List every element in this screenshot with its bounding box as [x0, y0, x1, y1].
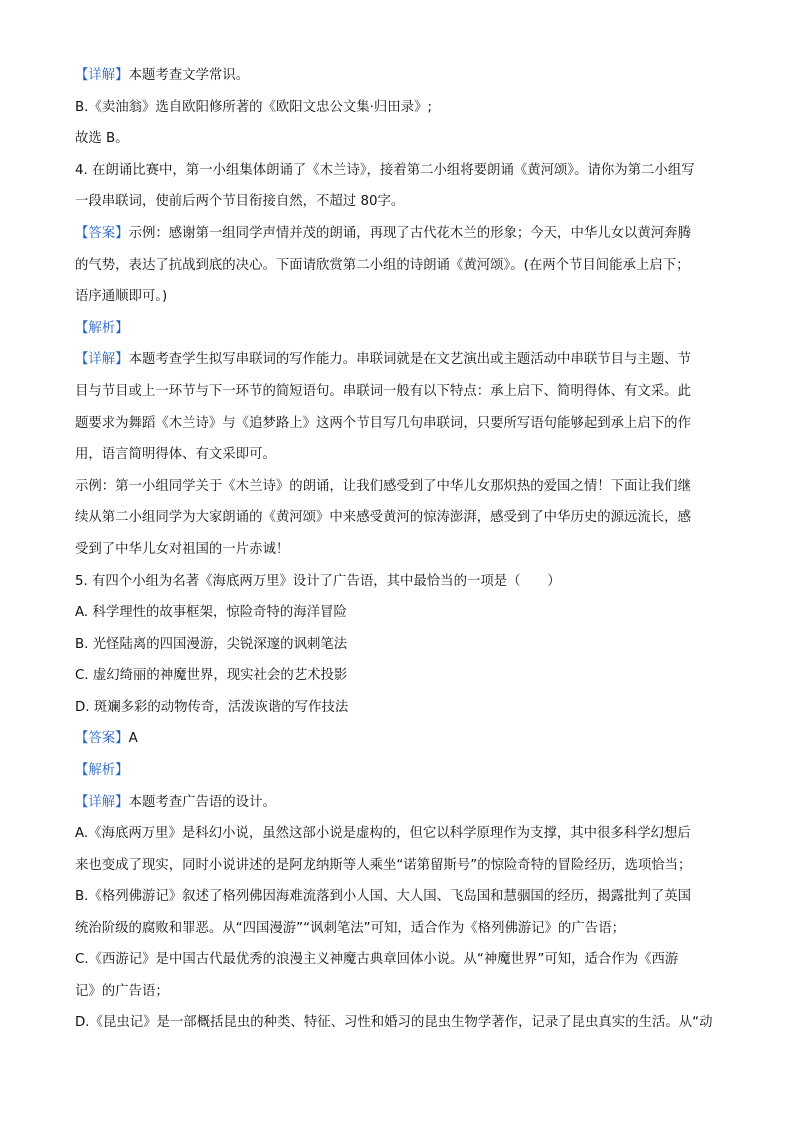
line-text: 题要求为舞蹈《木兰诗》与《追梦路上》这两个节目写几句串联词，只要所写语句能够起到承上启下的作 — [75, 416, 691, 431]
text-line — [75, 698, 725, 718]
line-text: D. 斑斓多彩的动物传奇，活泼诙谐的写作技法 — [75, 700, 349, 715]
line-text: C.《西游记》是中国古代最优秀的浪漫主义神魔古典章回体小说。从“神魔世界”可知，适合作为《西游 — [75, 952, 679, 967]
text-line — [75, 887, 725, 907]
text-line — [75, 982, 725, 1002]
text-line — [75, 666, 725, 686]
line-text: 统治阶级的腐败和罪恶。从“四国漫游”“讽刺笔法”可知，适合作为《格列佛游记》的广告语； — [75, 921, 625, 936]
text-line — [75, 445, 725, 465]
section-tag: 【解析】 — [75, 763, 129, 778]
line-text: B.《卖油翁》选自欧阳修所著的《欧阳文忠公文集·归田录》; — [75, 100, 432, 115]
section-tag: 【答案】 — [75, 731, 129, 746]
line-text: 本题考查学生拟写串联词的写作能力。串联词就是在文艺演出或主题活动中串联节目与主题、节 — [128, 352, 691, 367]
line-text: 示例：感谢第一组同学声情并茂的朗诵，再现了古代花木兰的形象；今天，中华儿女以黄河奔腾 — [128, 226, 691, 241]
text-line — [75, 382, 725, 402]
text-line — [75, 287, 725, 307]
text-line — [75, 98, 725, 118]
line-text: 本题考查广告语的设计。 — [128, 795, 276, 810]
text-line — [75, 635, 725, 655]
text-line — [75, 192, 725, 212]
line-text: A — [128, 731, 138, 746]
text-line — [75, 414, 725, 434]
line-text: B. 光怪陆离的四国漫游，尖锐深邃的讽刺笔法 — [75, 637, 348, 652]
line-text: 本题考查文学常识。 — [128, 68, 250, 83]
line-text: 示例：第一小组同学关于《木兰诗》的朗诵，让我们感受到了中华儿女那炽热的爱国之情！下面让我们继 — [75, 479, 691, 494]
line-text: 语序通顺即可。) — [75, 289, 168, 304]
section-tag: 【详解】 — [75, 68, 129, 83]
line-text: 续从第二小组同学为大家朗诵的《黄河颂》中来感受黄河的惊涛澎湃，感受到了中华历史的源远流长，感 — [75, 510, 691, 525]
text-line — [75, 572, 725, 592]
line-text: 故选 B。 — [75, 131, 129, 146]
text-line — [75, 919, 725, 939]
text-line — [75, 224, 725, 244]
line-text: A. 科学理性的故事框架，惊险奇特的海洋冒险 — [75, 605, 347, 620]
line-text: A.《海底两万里》是科幻小说，虽然这部小说是虚构的，但它以科学原理作为支撑，其中很多科学幻想后 — [75, 826, 691, 841]
line-text: 一段串联词，使前后两个节目衔接自然，不超过 80字。 — [75, 194, 405, 209]
section-tag: 【详解】 — [75, 352, 129, 367]
line-text: C. 虚幻绮丽的神魔世界，现实社会的艺术投影 — [75, 668, 348, 683]
line-text: 4. 在朗诵比赛中，第一小组集体朗诵了《木兰诗》，接着第二小组将要朗诵《黄河颂》。请你为第二小组写 — [75, 163, 695, 178]
text-line — [75, 508, 725, 528]
line-text: 的气势，表达了抗战到底的决心。下面请欣赏第二小组的诗朗诵《黄河颂》。(在两个节目间能承上启下； — [75, 258, 690, 273]
line-text: B.《格列佛游记》叙述了格列佛因海难流落到小人国、大人国、飞岛国和慧骃国的经历，揭露批判了英国 — [75, 889, 692, 904]
text-line — [75, 161, 725, 181]
line-text: 来也变成了现实，同时小说讲述的是阿龙纳斯等人乘坐“诺第留斯号”的惊险奇特的冒险经历，选项恰当； — [75, 858, 692, 873]
text-line — [75, 950, 725, 970]
line-text: 5. 有四个小组为名著《海底两万里》设计了广告语，其中最恰当的一项是（ ） — [75, 574, 561, 589]
line-text: 受到了中华儿女对祖国的一片赤诚！ — [75, 542, 290, 557]
text-line — [75, 319, 725, 339]
text-line — [75, 256, 725, 276]
text-line — [75, 761, 725, 781]
text-line — [75, 540, 725, 560]
section-tag: 【答案】 — [75, 226, 129, 241]
text-line — [75, 603, 725, 623]
section-tag: 【详解】 — [75, 795, 129, 810]
text-line — [75, 129, 725, 149]
text-line — [75, 1013, 725, 1033]
text-line — [75, 824, 725, 844]
text-line — [75, 477, 725, 497]
line-text: 用，语言简明得体、有文采即可。 — [75, 447, 276, 462]
text-line — [75, 729, 725, 749]
line-text: 记》的广告语； — [75, 984, 169, 999]
text-line — [75, 66, 725, 86]
section-tag: 【解析】 — [75, 321, 129, 336]
text-line — [75, 350, 725, 370]
line-text: D.《昆虫记》是一部概括昆虫的种类、特征、习性和婚习的昆虫生物学著作，记录了昆虫真实的生活。从“动 — [75, 1015, 713, 1030]
line-text: 目与节目或上一环节与下一环节的简短语句。串联词一般有以下特点：承上启下、简明得体、有文采。此 — [75, 384, 691, 399]
text-line — [75, 793, 725, 813]
text-line — [75, 856, 725, 876]
